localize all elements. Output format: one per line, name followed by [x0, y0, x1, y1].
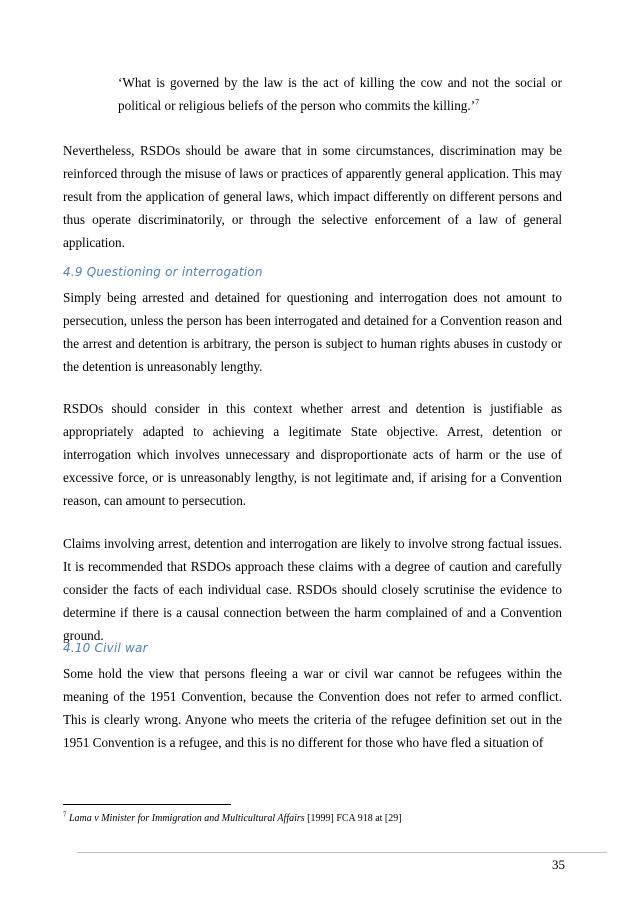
footnote-case-name: Lama v Minister for Immigration and Multicultural Affairs: [69, 813, 305, 824]
section-heading-questioning: 4.9 Questioning or interrogation: [63, 265, 263, 279]
paragraph-arrest-detention: Simply being arrested and detained for questioning and interrogation does not amount to persecution, unless the person has been interrogated and detained for a Convention reason and the arrest and detention is arbitrary, the person is subject to human rights abuses in custody or the detention is unreasonably lengthy.: [63, 290, 562, 375]
paragraph-legitimate-objective: RSDOs should consider in this context whether arrest and detention is justifiable as appropriately adapted to achieving a legitimate State objective. Arrest, detention or interrogation which involves unnecessary and disproportionate acts of harm or the use of excessive force, or is unreasonably lengthy, is not legitimate and, if arising for a Convention reason, can amount to persecution.: [63, 401, 562, 509]
footnote-reference[interactable]: 7: [475, 97, 480, 107]
footnote: [63, 812, 562, 826]
quote-text: ‘What is governed by the law is the act of killing the cow and not the social or political or religious beliefs of the person who commits the killing.’: [118, 75, 562, 114]
block-quote: [118, 71, 562, 117]
page-number: 35: [552, 857, 565, 872]
paragraph-discrimination: Nevertheless, RSDOs should be aware that in some circumstances, discrimination may be reinforced through the misuse of laws or practices of apparently general application. This may result from the application of general laws, which impact differently on different persons and thus operate discriminatorily, or through the selective enforcement of a law of general application.: [63, 143, 562, 251]
paragraph-civil-war: Some hold the view that persons fleeing a war or civil war cannot be refugees within the meaning of the 1951 Convention, because the Convention does not refer to armed conflict. This is clearly wrong. Anyone who meets the criteria of the refugee definition set out in the 1951 Convention is a refugee, and this is no different for those who have fled a situation of: [63, 666, 562, 751]
paragraph-factual-issues: Claims involving arrest, detention and interrogation are likely to involve strong factual issues. It is recommended that RSDOs approach these claims with a degree of caution and carefully consider the facts of each individual case. RSDOs should closely scrutinise the evidence to determine if there is a causal connection between the harm complained of and a Convention ground.: [63, 536, 562, 644]
footnote-mark: 7: [63, 810, 67, 819]
footnote-separator: [63, 804, 231, 805]
section-heading-civil-war: 4.10 Civil war: [63, 641, 148, 655]
document-page: [63, 0, 565, 903]
footnote-citation: [1999] FCA 918 at [29]: [304, 813, 402, 824]
footer-rule: [77, 852, 607, 853]
